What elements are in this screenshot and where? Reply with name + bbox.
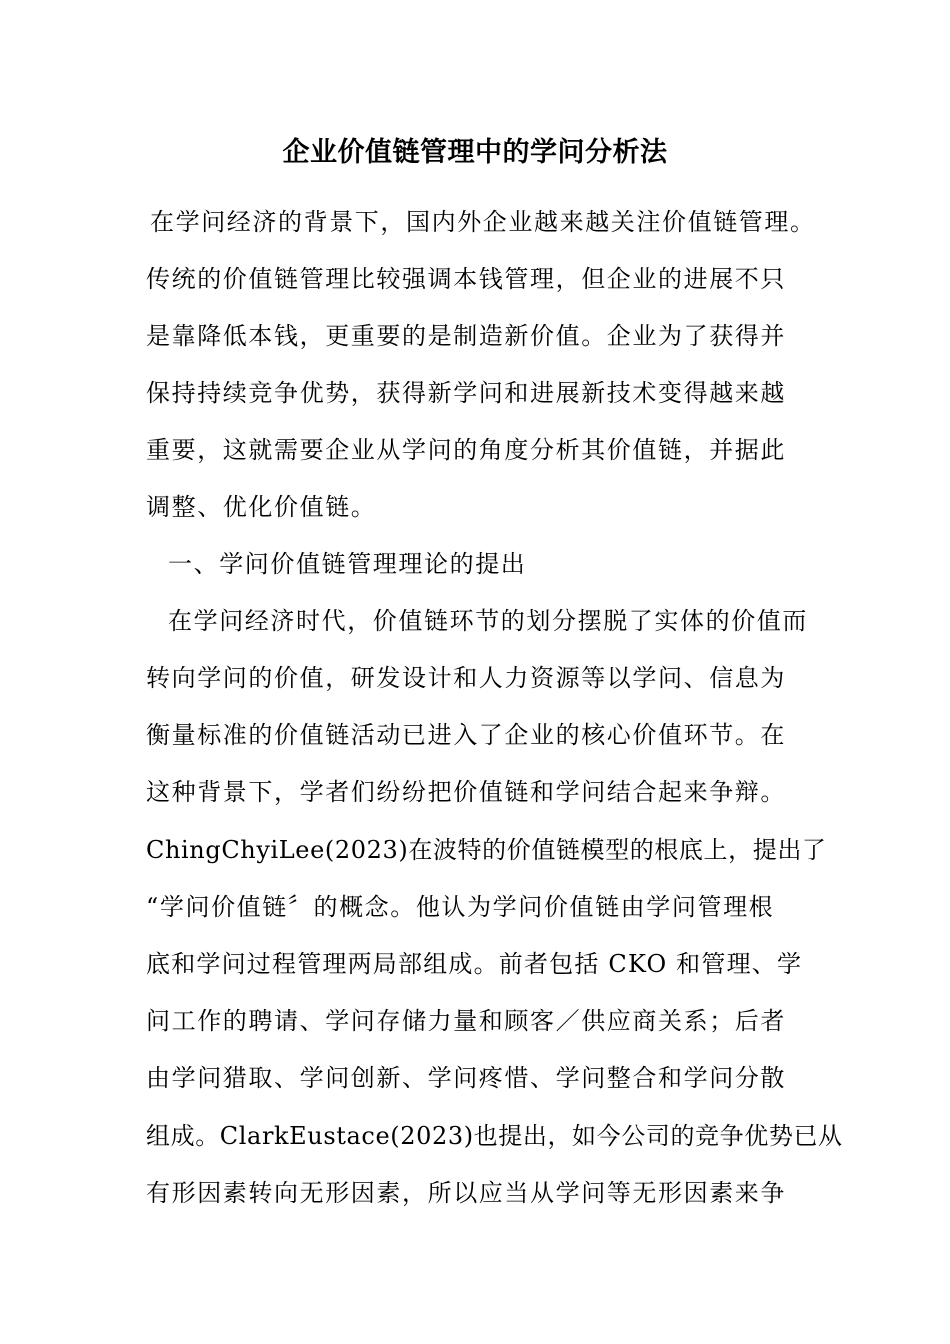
paragraph-line: 调整、优化价值链。: [146, 493, 377, 521]
paragraph-line: ChingChyiLee(2023)在波特的价值链模型的根底上，提出了: [146, 836, 827, 864]
paragraph-line: 保持持续竞争优势，获得新学问和进展新技术变得越来越: [146, 379, 786, 407]
paragraph-line: 这种背景下，学者们纷纷把价值链和学问结合起来争辩。: [146, 778, 786, 806]
paragraph-line: 在学问经济时代，价值链环节的划分摆脱了实体的价值而: [168, 607, 808, 635]
paragraph-line: 在学问经济的背景下，国内外企业越来越关注价值链管理。: [150, 208, 816, 236]
paragraph-line: 重要，这就需要企业从学问的角度分析其价值链，并据此: [146, 436, 786, 464]
paragraph-line: 有形因素转向无形因素，所以应当从学问等无形因素来争: [146, 1179, 786, 1207]
paragraph-line: 组成。ClarkEustace(2023)也提出，如今公司的竞争优势已从: [146, 1122, 843, 1150]
paragraph-line: 是靠降低本钱，更重要的是制造新价值。企业为了获得并: [146, 322, 786, 350]
page-title: 企业价值链管理中的学问分析法: [282, 137, 668, 168]
paragraph-line: “学问价值链〞的概念。他认为学问价值链由学问管理根: [146, 893, 775, 921]
paragraph-line: 转向学问的价值，研发设计和人力资源等以学问、信息为: [146, 664, 786, 692]
section-heading: 一、学问价值链管理理论的提出: [168, 550, 527, 578]
paragraph-line: 传统的价值链管理比较强调本钱管理，但企业的进展不只: [146, 265, 786, 293]
paragraph-line: 底和学问过程管理两局部组成。前者包括 CKO 和管理、学: [146, 950, 803, 978]
paragraph-line: 问工作的聘请、学问存储力量和顾客／供应商关系；后者: [146, 1007, 786, 1035]
paragraph-line: 衡量标准的价值链活动已进入了企业的核心价值环节。在: [146, 721, 786, 749]
paragraph-line: 由学问猎取、学问创新、学问疼惜、学问整合和学问分散: [146, 1064, 786, 1092]
